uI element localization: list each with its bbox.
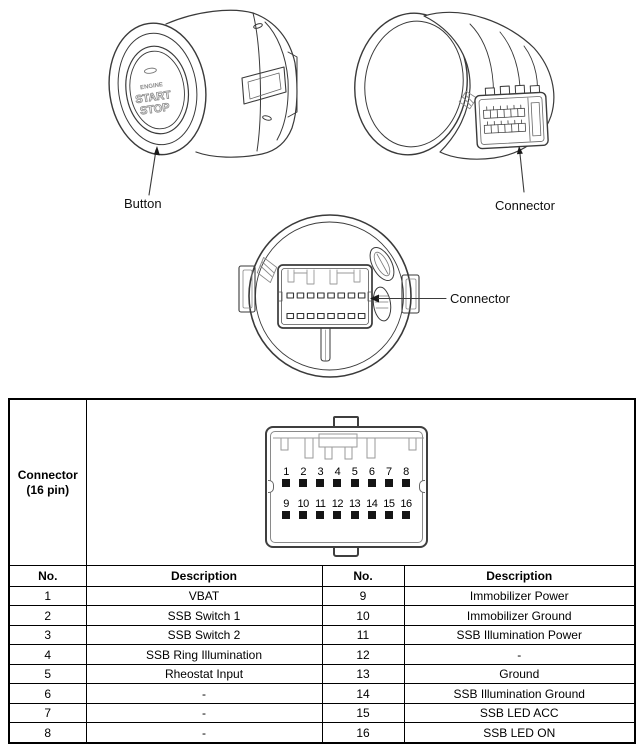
pin-number-label: 3 xyxy=(317,466,324,478)
pin-square xyxy=(333,511,341,519)
pin-number-cell: 8 xyxy=(9,723,86,743)
table-row xyxy=(9,684,635,703)
pin-number-cell: 9 xyxy=(322,587,404,606)
pin-description-cell: SSB Switch 2 xyxy=(86,625,322,644)
figure-rear-face-view xyxy=(239,215,446,377)
pin-number-label: 1 xyxy=(283,466,289,478)
connector-title-cell xyxy=(9,399,86,566)
pin-description-cell: Ground xyxy=(404,664,635,683)
pin-square xyxy=(368,479,376,487)
pin-square xyxy=(299,479,307,487)
pin-10 xyxy=(295,498,312,519)
pin-number-cell: 5 xyxy=(9,664,86,683)
pin-number-label: 8 xyxy=(403,466,409,478)
pin-number-label: 16 xyxy=(400,498,412,510)
pin-5 xyxy=(346,466,363,487)
connector-pin-diagram xyxy=(265,426,428,548)
pin-description-cell: SSB Switch 1 xyxy=(86,606,322,625)
pin-number-label: 11 xyxy=(315,498,326,510)
pin-number-cell: 14 xyxy=(322,684,404,703)
table-row xyxy=(9,723,635,743)
connector-callout-line xyxy=(520,153,524,192)
pin-8 xyxy=(397,466,414,487)
figure-button-rear-view xyxy=(347,7,554,192)
pin-square xyxy=(351,479,359,487)
pin-number-cell: 6 xyxy=(9,684,86,703)
connector-left-notch xyxy=(268,480,274,493)
pin-number-label: 2 xyxy=(300,466,306,478)
table-row xyxy=(9,703,635,722)
pin-number-cell: 16 xyxy=(322,723,404,743)
button-face-start-text: START xyxy=(134,89,172,107)
pin-number-label: 12 xyxy=(331,498,344,510)
pin-16 xyxy=(397,498,414,519)
pin-square xyxy=(385,511,393,519)
pin-description-cell: SSB Illumination Power xyxy=(404,625,635,644)
connector-pin-grid xyxy=(278,466,415,519)
pin-square xyxy=(385,479,393,487)
pin-square xyxy=(402,479,410,487)
pin-square xyxy=(351,511,359,519)
pin-description-cell: - xyxy=(86,723,322,743)
pinout-table xyxy=(8,398,636,744)
connector-title-line1: Connector xyxy=(17,467,78,482)
table-header-row xyxy=(9,566,635,587)
figure-button-front-view xyxy=(101,10,297,195)
connector-label-middle: Connector xyxy=(450,291,510,306)
button-face-engine-text: ENGINE xyxy=(139,82,164,92)
pin-4 xyxy=(329,466,346,487)
table-row xyxy=(9,664,635,683)
header-no-left: No. xyxy=(9,566,86,587)
pin-description-cell: - xyxy=(86,684,322,703)
pin-number-cell: 3 xyxy=(9,625,86,644)
table-row xyxy=(9,606,635,625)
pin-number-label: 6 xyxy=(368,466,375,478)
pin-number-cell: 12 xyxy=(322,645,404,664)
pin-14 xyxy=(363,498,380,519)
pin-1 xyxy=(278,466,295,487)
pin-number-label: 15 xyxy=(383,498,395,510)
connector-block xyxy=(474,84,548,149)
table-row xyxy=(9,587,635,606)
table-row xyxy=(9,625,635,644)
pin-number-cell: 10 xyxy=(322,606,404,625)
pin-12 xyxy=(329,498,346,519)
pin-description-cell: Rheostat Input xyxy=(86,664,322,683)
pin-number-label: 5 xyxy=(351,466,358,478)
pin-number-cell: 4 xyxy=(9,645,86,664)
pin-number-label: 7 xyxy=(386,466,392,478)
pin-description-cell: - xyxy=(404,645,635,664)
connector-outline xyxy=(265,426,428,548)
pin-number-label: 9 xyxy=(283,498,289,510)
pin-description-cell: SSB LED ACC xyxy=(404,703,635,722)
pin-number-cell: 15 xyxy=(322,703,404,722)
pin-square xyxy=(368,511,376,519)
connector-diagram-cell xyxy=(86,399,635,566)
pin-description-cell: SSB LED ON xyxy=(404,723,635,743)
button-label: Button xyxy=(124,196,162,211)
pin-6 xyxy=(363,466,380,487)
pin-description-cell: SSB Illumination Ground xyxy=(404,684,635,703)
pin-3 xyxy=(312,466,329,487)
pin-11 xyxy=(312,498,329,519)
pin-description-cell: VBAT xyxy=(86,587,322,606)
pin-number-cell: 1 xyxy=(9,587,86,606)
pin-15 xyxy=(380,498,397,519)
connector-right-notch xyxy=(419,480,425,493)
pin-description-cell: Immobilizer Power xyxy=(404,587,635,606)
pin-number-cell: 2 xyxy=(9,606,86,625)
pin-row-1-8 xyxy=(278,466,415,487)
pin-2 xyxy=(295,466,312,487)
pin-number-label: 4 xyxy=(334,466,341,478)
pin-square xyxy=(316,479,324,487)
header-description-left: Description xyxy=(86,566,322,587)
pin-square xyxy=(316,511,324,519)
pin-13 xyxy=(346,498,363,519)
pin-number-label: 13 xyxy=(348,498,361,510)
pin-number-cell: 13 xyxy=(322,664,404,683)
pin-square xyxy=(282,511,290,519)
connector-label-right: Connector xyxy=(495,198,555,213)
pin-square xyxy=(299,511,307,519)
connector-diagram-row xyxy=(9,399,635,566)
pin-number-cell: 7 xyxy=(9,703,86,722)
pin-number-cell: 11 xyxy=(322,625,404,644)
header-no-right: No. xyxy=(322,566,404,587)
table-row xyxy=(9,645,635,664)
button-face-stop-text: STOP xyxy=(139,101,171,118)
pin-square xyxy=(402,511,410,519)
pin-description-cell: SSB Ring Illumination xyxy=(86,645,322,664)
pin-description-cell: Immobilizer Ground xyxy=(404,606,635,625)
connector-latch-detail xyxy=(271,432,426,466)
connector-title-line2: (16 pin) xyxy=(26,482,70,497)
header-description-right: Description xyxy=(404,566,635,587)
pin-square xyxy=(282,479,290,487)
pin-square xyxy=(333,479,341,487)
button-callout-line xyxy=(149,150,156,195)
pin-9 xyxy=(278,498,295,519)
pin-description-cell: - xyxy=(86,703,322,722)
pin-7 xyxy=(380,466,397,487)
pin-number-label: 14 xyxy=(366,498,378,510)
pin-row-9-16 xyxy=(278,498,415,519)
pin-number-label: 10 xyxy=(297,498,309,510)
